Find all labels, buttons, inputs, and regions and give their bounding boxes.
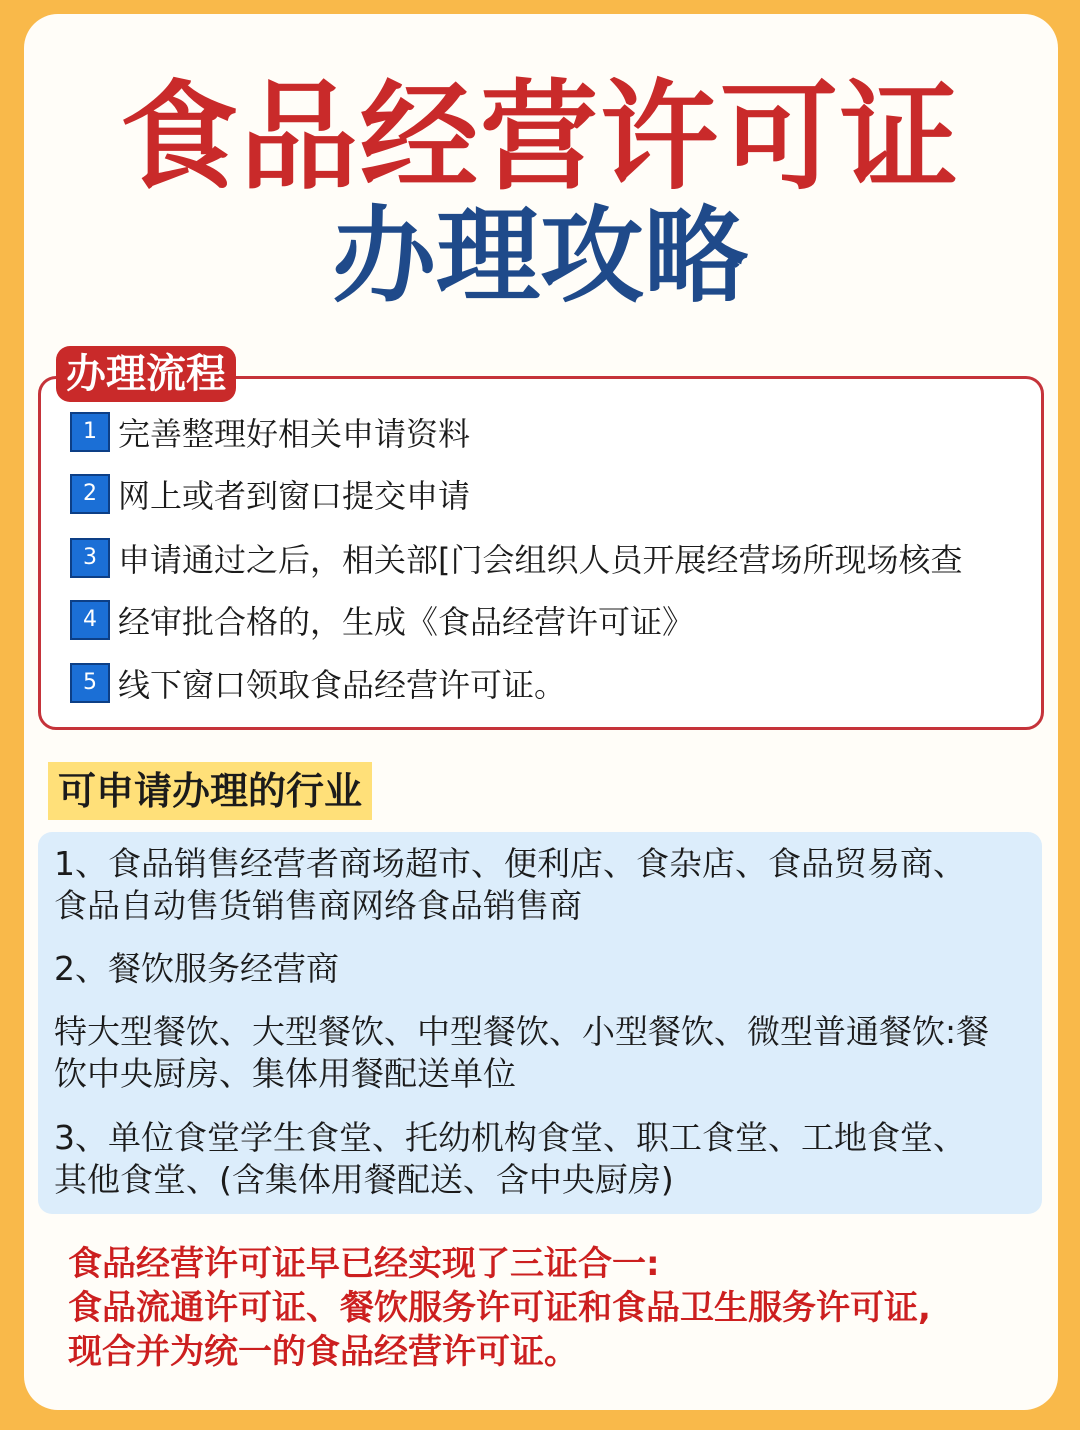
step-text: 申请通过之后，相关部[门会组织人员开展经营场所现场核查 bbox=[118, 541, 963, 579]
note-line: 食品经营许可证早已经实现了三证合一: bbox=[68, 1244, 660, 1284]
step-text: 完善整理好相关申请资料 bbox=[118, 415, 471, 453]
step-text: 经审批合格的，生成《食品经营许可证》 bbox=[118, 603, 695, 641]
industry-line: 其他食堂、(含集体用餐配送、含中央厨房) bbox=[54, 1160, 674, 1199]
note-line: 食品流通许可证、餐饮服务许可证和食品卫生服务许可证, bbox=[68, 1288, 931, 1328]
process-step bbox=[70, 661, 566, 705]
industry-paragraph bbox=[54, 1011, 1034, 1095]
step-number-badge: 2 bbox=[70, 474, 110, 514]
step-number-badge: 1 bbox=[70, 412, 110, 452]
industry-paragraph bbox=[54, 948, 1034, 990]
industry-paragraph bbox=[54, 843, 1034, 927]
industry-line: 3、单位食堂学生食堂、托幼机构食堂、职工食堂、工地食堂、 bbox=[54, 1118, 966, 1157]
note-block bbox=[68, 1242, 1038, 1374]
industries-heading: 可申请办理的行业 bbox=[48, 762, 372, 820]
industry-line: 1、食品销售经营者商场超市、便利店、食杂店、食品贸易商、 bbox=[54, 844, 966, 883]
process-step bbox=[70, 472, 470, 516]
process-label: 办理流程 bbox=[56, 346, 236, 402]
industry-line: 食品自动售货销售商网络食品销售商 bbox=[54, 886, 582, 925]
process-step bbox=[70, 536, 963, 580]
industry-line: 特大型餐饮、大型餐饮、中型餐饮、小型餐饮、微型普通餐饮:餐 bbox=[54, 1012, 990, 1051]
step-text: 线下窗口领取食品经营许可证。 bbox=[118, 666, 567, 704]
step-number-badge: 3 bbox=[70, 538, 110, 578]
page-title: 食品经营许可证 bbox=[119, 68, 960, 206]
industry-line: 饮中央厨房、集体用餐配送单位 bbox=[54, 1054, 516, 1093]
step-number-badge: 5 bbox=[70, 663, 110, 703]
page-subtitle: 办理攻略 bbox=[331, 195, 748, 317]
note-line: 现合并为统一的食品经营许可证。 bbox=[68, 1332, 578, 1372]
process-step bbox=[70, 410, 470, 454]
industry-paragraph bbox=[54, 1117, 1034, 1201]
process-step bbox=[70, 598, 694, 642]
step-number-badge: 4 bbox=[70, 600, 110, 640]
step-text: 网上或者到窗口提交申请 bbox=[118, 477, 471, 515]
industry-line: 2、餐饮服务经营商 bbox=[54, 949, 339, 988]
